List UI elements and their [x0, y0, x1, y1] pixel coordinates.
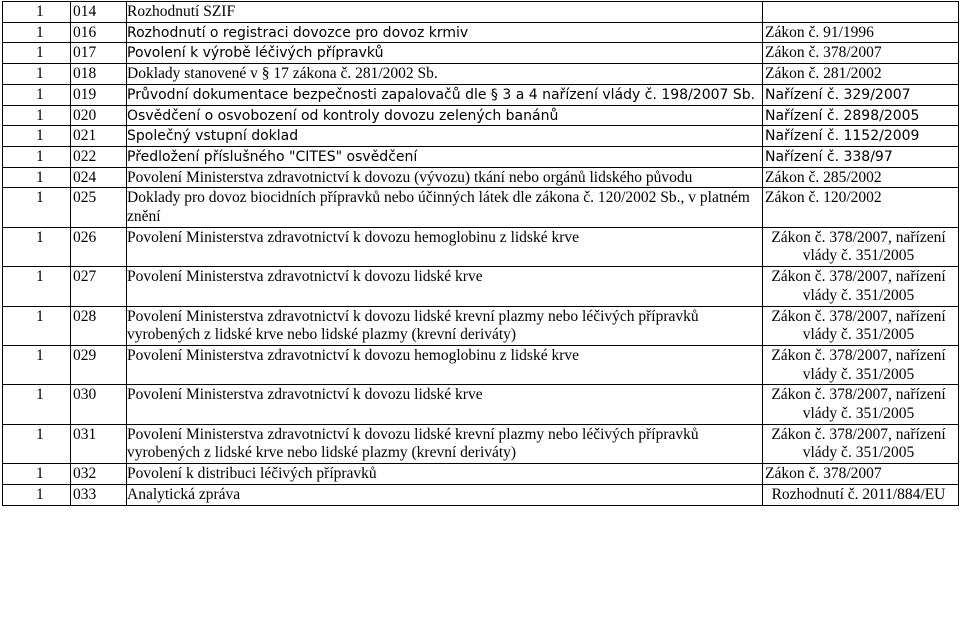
row-law-cell: Zákon č. 378/2007, nařízení vlády č. 351/2005: [763, 385, 959, 424]
row-group-cell: 1: [3, 385, 71, 424]
code-table: [2, 1, 959, 506]
row-code-cell: 033: [71, 484, 127, 505]
row-description-cell: Povolení Ministerstva zdravotnictví k dovozu lidské krevní plazmy nebo léčivých přípravků vyrobených z lidské krve nebo lidské plazmy (krevní deriváty): [127, 424, 763, 463]
row-code-cell: 028: [71, 306, 127, 345]
row-description-cell: Společný vstupní doklad: [127, 126, 763, 147]
table-row: [3, 22, 959, 43]
row-description-cell: Doklady stanovené v § 17 zákona č. 281/2002 Sb.: [127, 64, 763, 85]
row-group-cell: 1: [3, 345, 71, 384]
row-code-cell: 022: [71, 146, 127, 167]
row-code-cell: 014: [71, 2, 127, 23]
table-row: [3, 267, 959, 306]
row-description-cell: Osvědčení o osvobození od kontroly dovozu zelených banánů: [127, 105, 763, 126]
table-row: [3, 227, 959, 266]
row-group-cell: 1: [3, 306, 71, 345]
row-law-cell: Zákon č. 378/2007, nařízení vlády č. 351/2005: [763, 227, 959, 266]
table-row: [3, 105, 959, 126]
row-code-cell: 029: [71, 345, 127, 384]
row-code-cell: 019: [71, 84, 127, 105]
row-group-cell: 1: [3, 22, 71, 43]
row-group-cell: 1: [3, 267, 71, 306]
row-description-cell: Povolení Ministerstva zdravotnictví k dovozu hemoglobinu z lidské krve: [127, 345, 763, 384]
table-row: [3, 167, 959, 188]
row-law-cell: Zákon č. 281/2002: [763, 64, 959, 85]
row-code-cell: 031: [71, 424, 127, 463]
row-code-cell: 016: [71, 22, 127, 43]
row-law-cell: Nařízení č. 338/97: [763, 146, 959, 167]
row-description-cell: Povolení Ministerstva zdravotnictví k dovozu lidské krve: [127, 385, 763, 424]
row-code-cell: 020: [71, 105, 127, 126]
row-code-cell: 018: [71, 64, 127, 85]
row-code-cell: 026: [71, 227, 127, 266]
row-law-cell: Zákon č. 91/1996: [763, 22, 959, 43]
row-code-cell: 024: [71, 167, 127, 188]
table-row: [3, 126, 959, 147]
row-law-cell: Nařízení č. 329/2007: [763, 84, 959, 105]
row-group-cell: 1: [3, 146, 71, 167]
row-group-cell: 1: [3, 2, 71, 23]
table-row: [3, 464, 959, 485]
row-group-cell: 1: [3, 464, 71, 485]
row-law-cell: Zákon č. 285/2002: [763, 167, 959, 188]
row-law-cell: Zákon č. 378/2007, nařízení vlády č. 351/2005: [763, 267, 959, 306]
row-law-cell: Zákon č. 378/2007, nařízení vlády č. 351/2005: [763, 345, 959, 384]
row-law-cell: Zákon č. 378/2007: [763, 43, 959, 64]
row-description-cell: Povolení Ministerstva zdravotnictví k dovozu (vývozu) tkání nebo orgánů lidského původu: [127, 167, 763, 188]
row-group-cell: 1: [3, 227, 71, 266]
row-law-cell: Zákon č. 378/2007: [763, 464, 959, 485]
row-law-cell: Nařízení č. 1152/2009: [763, 126, 959, 147]
row-code-cell: 017: [71, 43, 127, 64]
row-description-cell: Povolení k výrobě léčivých přípravků: [127, 43, 763, 64]
table-row: [3, 43, 959, 64]
table-row: [3, 146, 959, 167]
row-code-cell: 027: [71, 267, 127, 306]
table-row: [3, 64, 959, 85]
row-group-cell: 1: [3, 424, 71, 463]
row-group-cell: 1: [3, 84, 71, 105]
table-row: [3, 2, 959, 23]
row-law-cell: [763, 2, 959, 23]
row-law-cell: Rozhodnutí č. 2011/884/EU: [763, 484, 959, 505]
row-description-cell: Doklady pro dovoz biocidních přípravků nebo účinných látek dle zákona č. 120/2002 Sb., v platném znění: [127, 188, 763, 227]
row-code-cell: 021: [71, 126, 127, 147]
row-description-cell: Povolení Ministerstva zdravotnictví k dovozu lidské krve: [127, 267, 763, 306]
row-description-cell: Povolení k distribuci léčivých přípravků: [127, 464, 763, 485]
table-row: [3, 484, 959, 505]
row-group-cell: 1: [3, 43, 71, 64]
row-group-cell: 1: [3, 126, 71, 147]
row-description-cell: Rozhodnutí SZIF: [127, 2, 763, 23]
row-description-cell: Povolení Ministerstva zdravotnictví k dovozu hemoglobinu z lidské krve: [127, 227, 763, 266]
row-law-cell: Zákon č. 120/2002: [763, 188, 959, 227]
table-row: [3, 424, 959, 463]
row-law-cell: Zákon č. 378/2007, nařízení vlády č. 351/2005: [763, 424, 959, 463]
row-code-cell: 025: [71, 188, 127, 227]
row-group-cell: 1: [3, 167, 71, 188]
table-row: [3, 306, 959, 345]
row-description-cell: Povolení Ministerstva zdravotnictví k dovozu lidské krevní plazmy nebo léčivých přípravků vyrobených z lidské krve nebo lidské plazmy (krevní deriváty): [127, 306, 763, 345]
row-code-cell: 032: [71, 464, 127, 485]
row-code-cell: 030: [71, 385, 127, 424]
row-law-cell: Nařízení č. 2898/2005: [763, 105, 959, 126]
row-description-cell: Rozhodnutí o registraci dovozce pro dovoz krmiv: [127, 22, 763, 43]
row-group-cell: 1: [3, 188, 71, 227]
row-group-cell: 1: [3, 105, 71, 126]
row-description-cell: Analytická zpráva: [127, 484, 763, 505]
row-group-cell: 1: [3, 64, 71, 85]
table-row: [3, 345, 959, 384]
row-description-cell: Průvodní dokumentace bezpečnosti zapalovačů dle § 3 a 4 nařízení vlády č. 198/2007 Sb.: [127, 84, 763, 105]
row-group-cell: 1: [3, 484, 71, 505]
row-description-cell: Předložení příslušného "CITES" osvědčení: [127, 146, 763, 167]
row-law-cell: Zákon č. 378/2007, nařízení vlády č. 351/2005: [763, 306, 959, 345]
table-row: [3, 385, 959, 424]
table-row: [3, 84, 959, 105]
table-row: [3, 188, 959, 227]
